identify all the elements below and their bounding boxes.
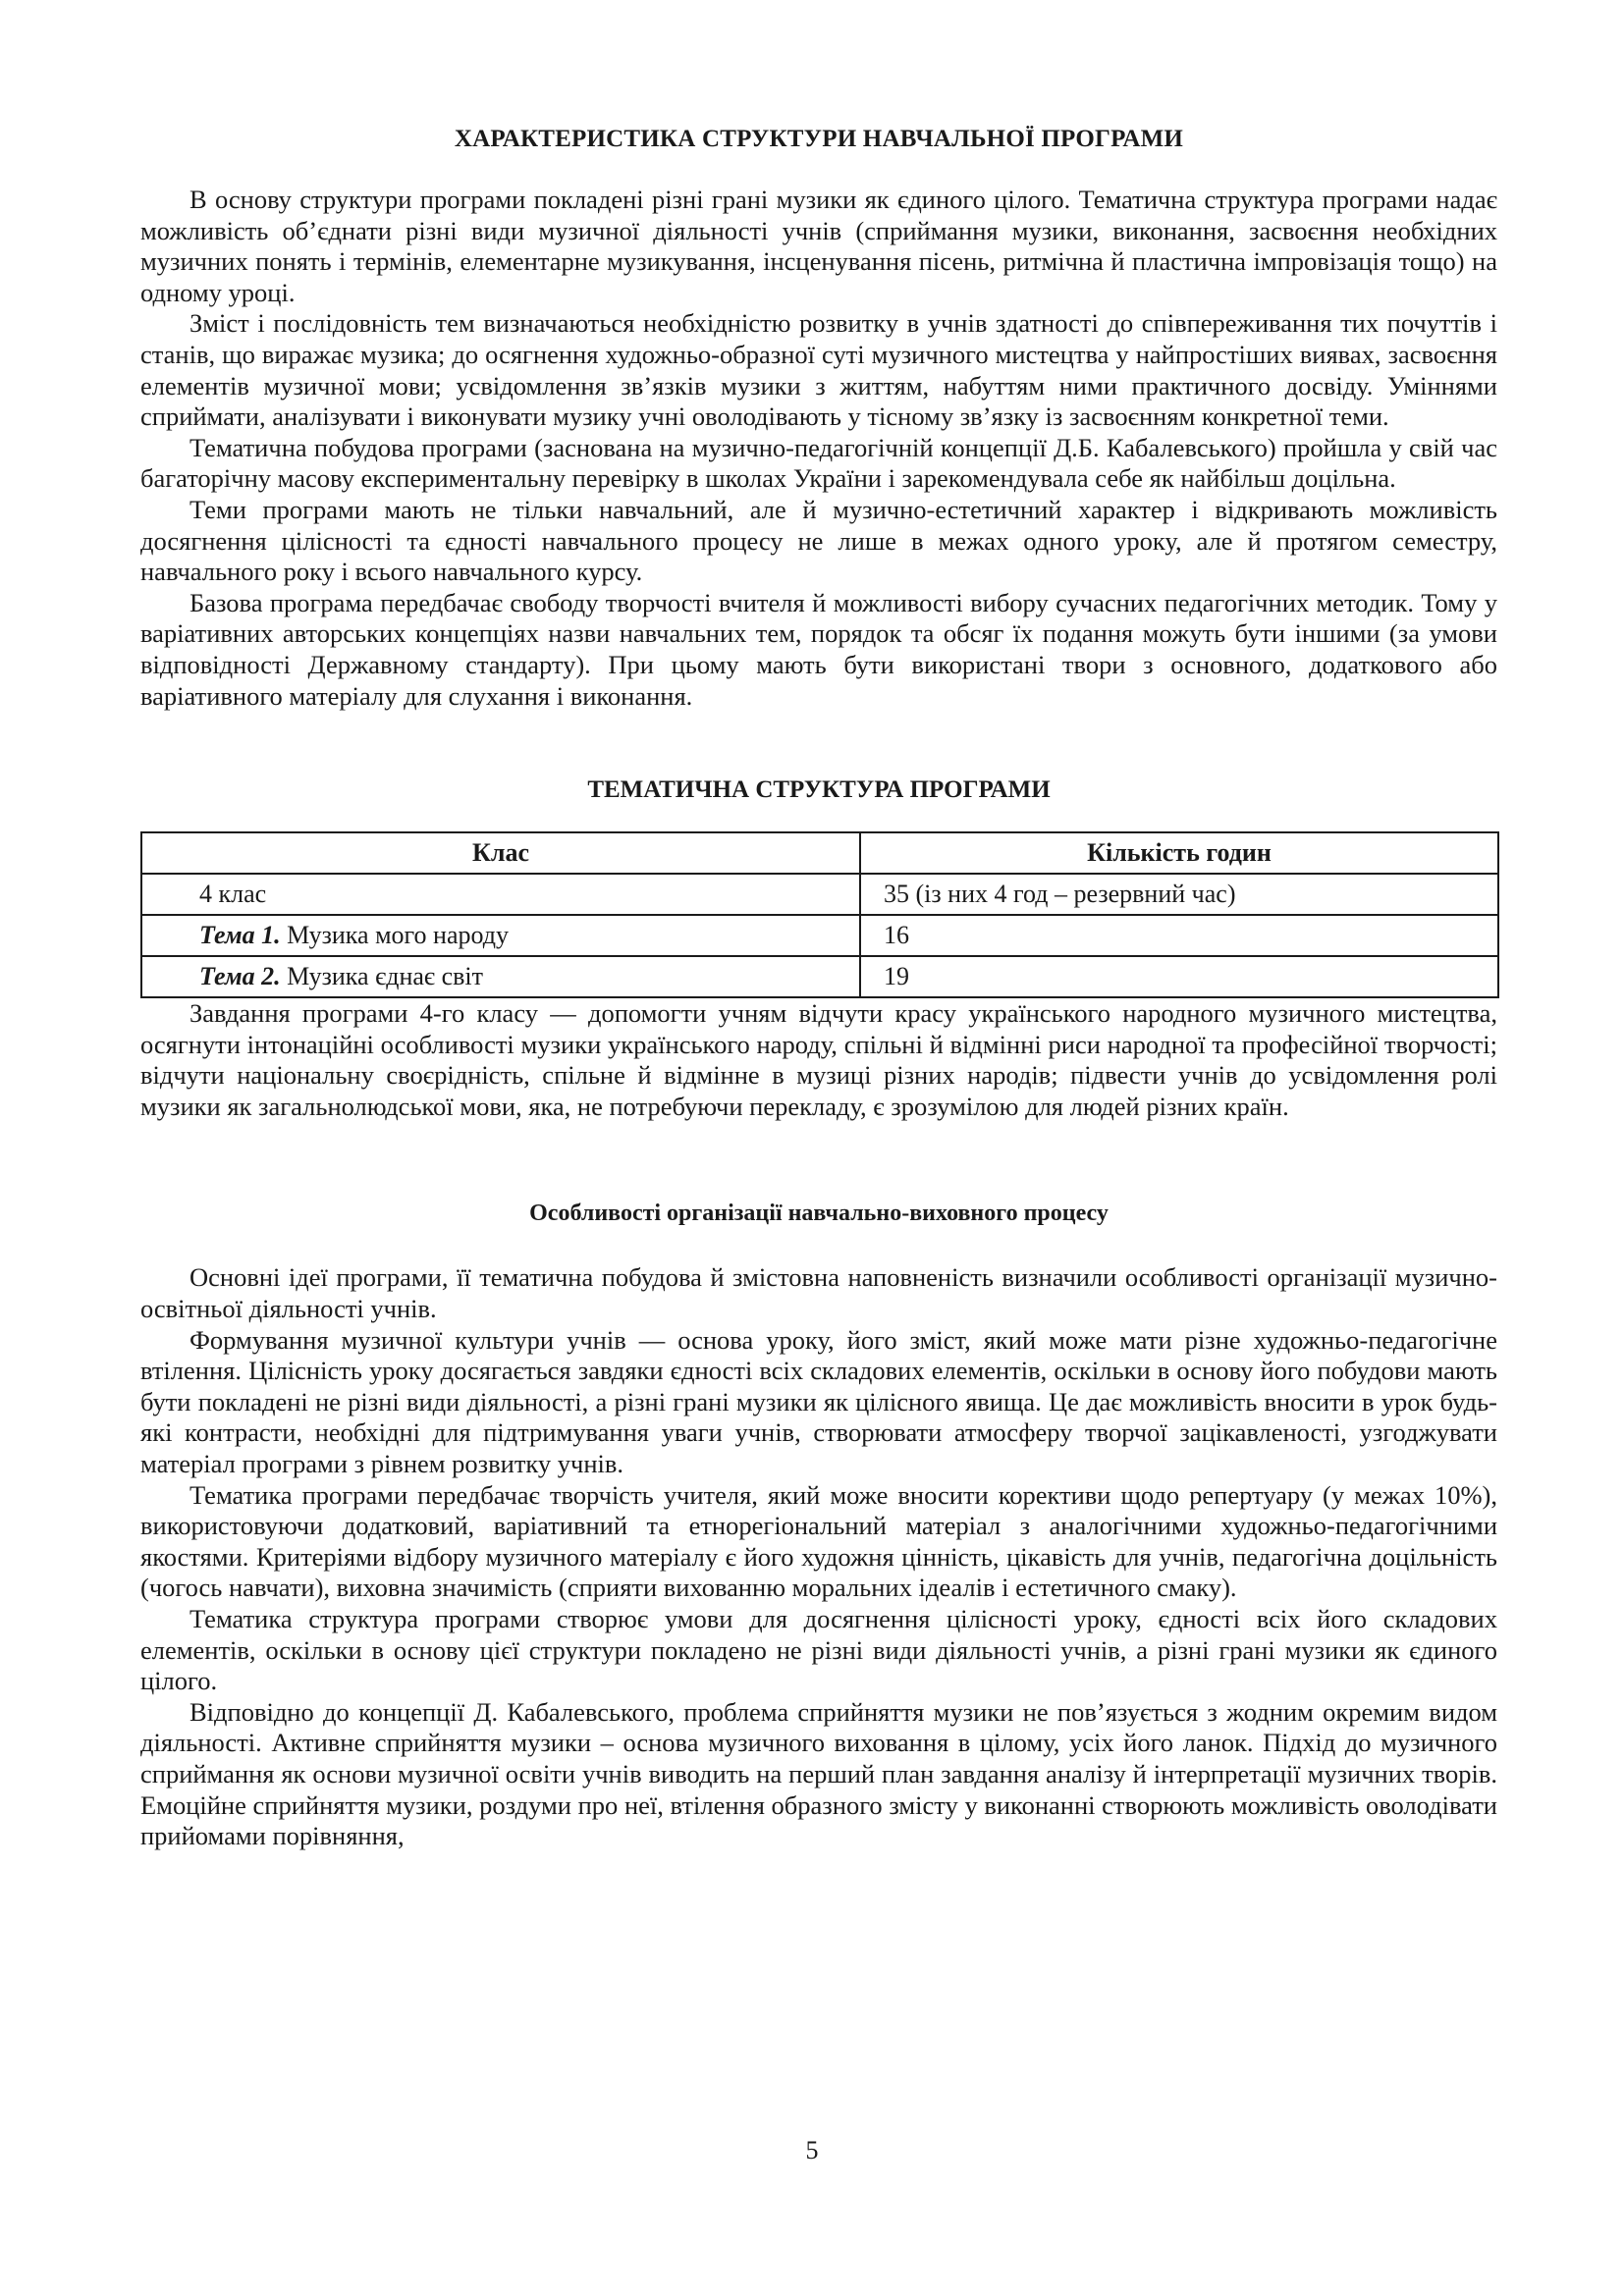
page-number: 5 bbox=[805, 2136, 819, 2164]
class-cell: 4 клас bbox=[141, 874, 860, 915]
paragraph: Тематична побудова програми (заснована на музично-педагогічній концепції Д.Б. Кабалевського) пройшла у свій час багаторічну масову експериментальну перевірку в школах України і зарекомендувала себе як найбільш доцільна. bbox=[140, 432, 1497, 494]
organization-title: Особливості організації навчально-виховного процесу bbox=[529, 1201, 1109, 1227]
topic-name: Музика єднає світ bbox=[280, 962, 483, 991]
paragraph: Формування музичної культури учнів — основа уроку, його зміст, який може мати різне художньо-педагогічне втілення. Цілісність уроку досягається завдяки єдності всіх складових елементів, оскільки в основу його побудови мають бути покладені не різні види діяльності, а різні грані музики як цілісного явища. Це дає можливість вносити в урок будь-які контрасти, необхідні для підтримування уваги учнів, створювати атмосферу творчої зацікавленості, узгоджувати матеріал програми з рівнем розвитку учнів. bbox=[140, 1324, 1497, 1479]
paragraph: Базова програма передбачає свободу творчості вчителя й можливості вибору сучасних педагогічних методик. Тому у варіативних авторських концепціях назви навчальних тем, порядок та обсяг їх подання можуть бути іншими (за умови відповідності Державному стандарту). При цьому мають бути використані твори з основного, додаткового або варіативного матеріалу для слухання і виконання. bbox=[140, 587, 1497, 711]
hours-cell: 19 bbox=[860, 956, 1498, 997]
paragraph: Теми програми мають не тільки навчальний, але й музично-естетичний характер і відкривають можливість досягнення цілісності та єдності навчального процесу не лише в межах одного уроку, але й протягом семестру, навчального року і всього навчального курсу. bbox=[140, 494, 1497, 587]
intro-section bbox=[140, 185, 1497, 712]
paragraph: Відповідно до концепції Д. Кабалевського, проблема сприйняття музики не пов’язується з жодним окремим видом діяльності. Активне сприйняття музики – основа музичного виховання в цілому, усіх його ланок. Підхід до музичного сприймання як основи музичної освіти учнів виводить на перший план завдання аналізу й інтерпретації музичних творів. Емоційне сприйняття музики, роздуми про неї, втілення образного змісту у виконанні створюють можливість оволодівати прийомами порівняння, bbox=[140, 1696, 1497, 1851]
paragraph: В основу структури програми покладені різні грані музики як єдиного цілого. Тематична структура програми надає можливість об’єднати різні види музичної діяльності учнів (сприймання музики, виконання, засвоєння необхідних музичних понять і термінів, елементарне музикування, інсценування пісень, ритмічна й пластична імпровізація тощо) на одному уроці. bbox=[140, 185, 1497, 307]
paragraph: Основні ідеї програми, її тематична побудова й змістовна наповненість визначили особливості організації музично-освітньої діяльності учнів. bbox=[140, 1262, 1497, 1324]
structure-title: ТЕМАТИЧНА СТРУКТУРА ПРОГРАМИ bbox=[587, 776, 1051, 804]
table-header-row bbox=[141, 832, 1498, 874]
hours-cell: 35 (із них 4 год – резервний час) bbox=[860, 874, 1498, 915]
topic-label: Тема 1. bbox=[199, 921, 281, 950]
table-row bbox=[141, 874, 1498, 915]
table-row bbox=[141, 915, 1498, 956]
organization-section bbox=[140, 1262, 1497, 1851]
page-content bbox=[140, 126, 1497, 1852]
paragraph: Тематика програми передбачає творчість учителя, який може вносити корективи щодо репертуару (у межах 10%), використовуючи додатковий, варіативний та етнорегіональний матеріал з аналогічними художньо-педагогічними якостями. Критеріями відбору музичного матеріалу є його художня цінність, цікавість для учнів, педагогічна доцільність (чогось навчати), виховна значимість (сприяти вихованню моральних ідеалів і естетичного смаку). bbox=[140, 1479, 1497, 1603]
hours-cell: 16 bbox=[860, 915, 1498, 956]
topic-cell bbox=[141, 956, 860, 997]
paragraph: Зміст і послідовність тем визначаються необхідністю розвитку в учнів здатності до співпереживання тих почуттів і станів, що виражає музика; до осягнення художньо-образної суті музичного мистецтва у найпростіших виявах, засвоєння елементів музичної мови; усвідомлення зв’язків музики з життям, набуттям ними практичного досвіду. Уміннями сприймати, аналізувати і виконувати музику учні оволодівають у тісному зв’язку із засвоєнням конкретної теми. bbox=[140, 308, 1497, 432]
topic-name: Музика мого народу bbox=[280, 921, 509, 950]
task-paragraph: Завдання програми 4-го класу — допомогти учням відчути красу українського народного музичного мистецтва, осягнути інтонаційні особливості музики українського народу, спільні й відмінні риси народної та професійної творчості; відчути національну своєрідність, спільне й відмінне в музиці різних народів; підвести учнів до усвідомлення ролі музики як загальнолюдської мови, яка, не потребуючи перекладу, є зрозумілою для людей різних країн. bbox=[140, 998, 1497, 1121]
column-header-class: Клас bbox=[141, 832, 860, 874]
paragraph: Тематика структура програми створює умови для досягнення цілісності уроку, єдності всіх його складових елементів, оскільки в основу цієї структури покладено не різні види діяльності учнів, а різні грані музики як єдиного цілого. bbox=[140, 1604, 1497, 1696]
thematic-structure-table bbox=[140, 831, 1499, 998]
page-title: ХАРАКТЕРИСТИКА СТРУКТУРИ НАВЧАЛЬНОЇ ПРОГРАМИ bbox=[454, 126, 1184, 152]
table-row bbox=[141, 956, 1498, 997]
topic-cell bbox=[141, 915, 860, 956]
column-header-hours: Кількість годин bbox=[860, 832, 1498, 874]
topic-label: Тема 2. bbox=[199, 962, 281, 991]
